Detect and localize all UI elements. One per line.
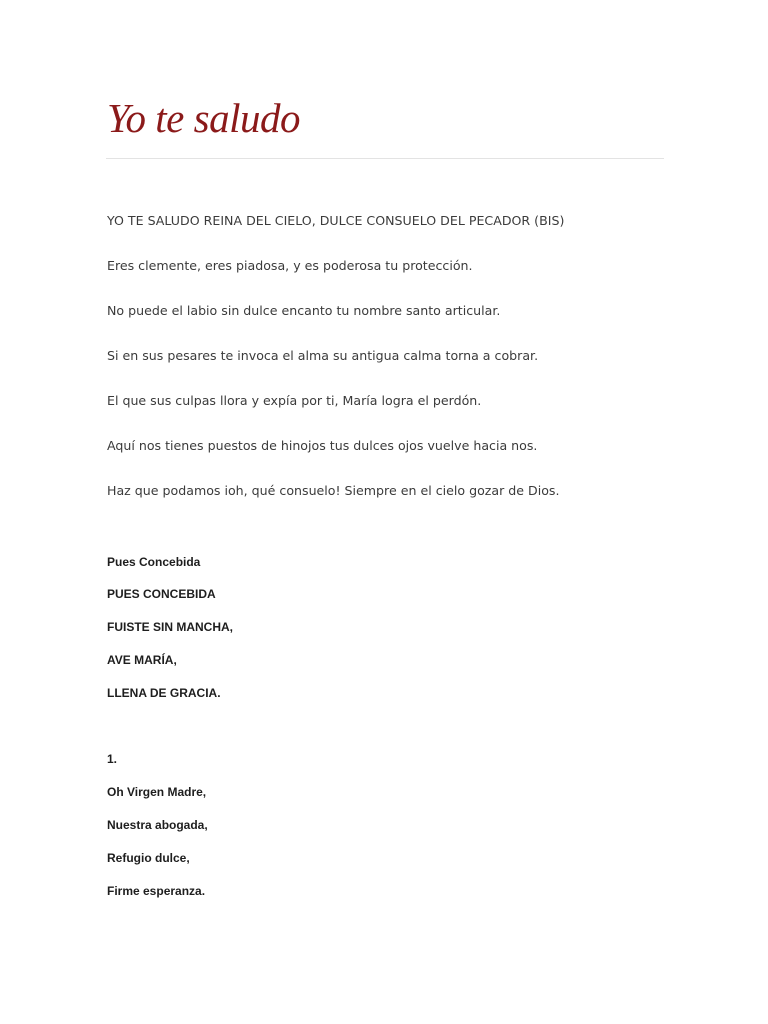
lyric-line: Aquí nos tienes puestos de hinojos tus dulces ojos vuelve hacia nos. (107, 438, 538, 453)
lyric-line: Haz que podamos ioh, qué consuelo! Siempre en el cielo gozar de Dios. (107, 483, 560, 498)
hymn-heading: Pues Concebida (107, 555, 201, 569)
chorus-line: LLENA DE GRACIA. (107, 686, 221, 700)
lyric-line: El que sus culpas llora y expía por ti, María logra el perdón. (107, 393, 482, 408)
lyric-line: Si en sus pesares te invoca el alma su antigua calma torna a cobrar. (107, 348, 539, 363)
lyric-line: Eres clemente, eres piadosa, y es poderosa tu protección. (107, 258, 473, 273)
verse-line: Firme esperanza. (107, 884, 206, 898)
verse-number: 1. (107, 752, 118, 766)
verse-line: Nuestra abogada, (107, 818, 208, 832)
verse-line: Oh Virgen Madre, (107, 785, 207, 799)
chorus-line: AVE MARÍA, (107, 653, 177, 667)
title-divider (106, 158, 664, 159)
verse-line: Refugio dulce, (107, 851, 190, 865)
lyric-line: No puede el labio sin dulce encanto tu nombre santo articular. (107, 303, 501, 318)
lyric-line-refrain: YO TE SALUDO REINA DEL CIELO, DULCE CONSUELO DEL PECADOR (BIS) (107, 213, 565, 228)
chorus-line: PUES CONCEBIDA (107, 587, 216, 601)
chorus-line: FUISTE SIN MANCHA, (107, 620, 233, 634)
page-title: Yo te saludo (107, 95, 300, 141)
